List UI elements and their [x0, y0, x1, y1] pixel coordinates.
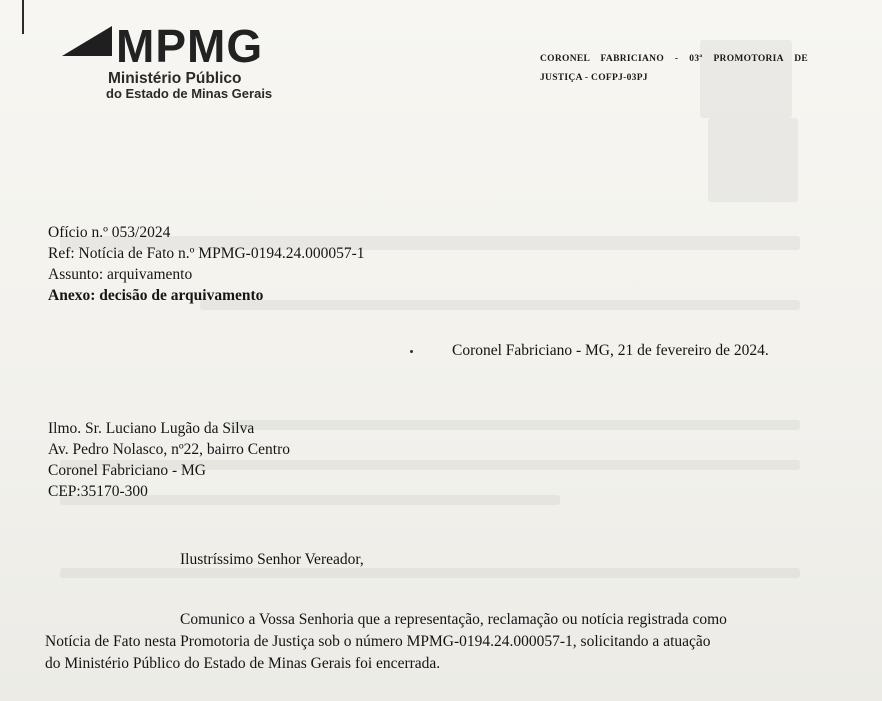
date-line: Coronel Fabriciano - MG, 21 de fevereiro de 2024. — [452, 342, 769, 359]
oficio-block — [48, 222, 365, 306]
oficio-anexo: Anexo: decisão de arquivamento — [48, 287, 264, 304]
recipient-cep: CEP:35170-300 — [48, 483, 148, 500]
logo-line-1: Ministério Público — [108, 70, 242, 87]
greeting: Ilustríssimo Senhor Vereador, — [180, 551, 364, 568]
recipient-block — [48, 418, 290, 502]
body-line-3: do Ministério Público do Estado de Minas Gerais foi encerrada. — [45, 655, 441, 672]
logo-triangle-icon — [60, 22, 120, 68]
logo-name: MPMG — [116, 20, 264, 72]
bleed-through-band — [230, 420, 800, 430]
bleed-through-seal — [708, 118, 798, 202]
promotoria-header: CORONEL FABRICIANO - 03ª PROMOTORIA DE JUSTIÇA - COFPJ-03PJ — [540, 54, 808, 83]
bleed-through-band — [60, 568, 800, 578]
oficio-number: Ofício n.º 053/2024 — [48, 224, 171, 241]
logo-line-2: do Estado de Minas Gerais — [106, 86, 273, 101]
body-paragraph — [45, 609, 815, 675]
recipient-city: Coronel Fabriciano - MG — [48, 462, 206, 479]
oficio-assunto: Assunto: arquivamento — [48, 266, 193, 283]
mpmg-logo — [60, 22, 280, 102]
recipient-name: Ilmo. Sr. Luciano Lugão da Silva — [48, 420, 255, 437]
margin-line — [22, 0, 24, 34]
oficio-ref: Ref: Notícia de Fato n.º MPMG-0194.24.000057-1 — [48, 245, 365, 262]
recipient-address: Av. Pedro Nolasco, nº22, bairro Centro — [48, 441, 290, 458]
ink-dot — [410, 350, 413, 353]
body-line-2: Notícia de Fato nesta Promotoria de Justiça sob o número MPMG-0194.24.000057-1, solicitando a atuação — [45, 633, 711, 650]
body-line-1: Comunico a Vossa Senhoria que a representação, reclamação ou notícia registrada como — [180, 611, 727, 628]
